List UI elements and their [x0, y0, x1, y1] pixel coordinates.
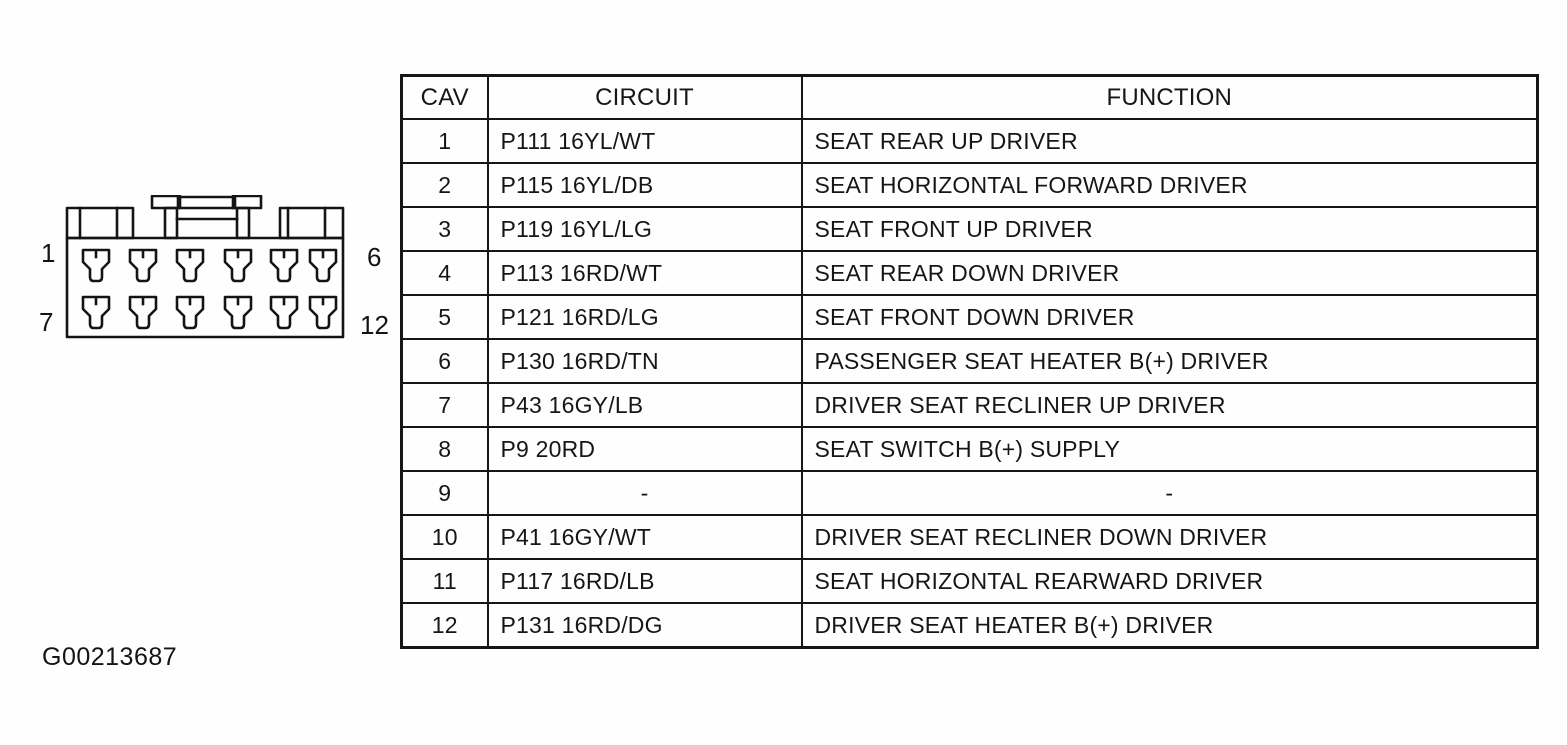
cell-circuit: P119 16YL/LG [488, 207, 802, 251]
cell-cav: 2 [402, 163, 488, 207]
cell-circuit: P43 16GY/LB [488, 383, 802, 427]
cell-circuit: P121 16RD/LG [488, 295, 802, 339]
cell-circuit: P111 16YL/WT [488, 119, 802, 163]
header-cav: CAV [402, 76, 488, 120]
cell-function: DRIVER SEAT RECLINER UP DRIVER [802, 383, 1538, 427]
table-row [402, 559, 1538, 603]
terminal-pin [271, 250, 297, 281]
table-row [402, 339, 1538, 383]
header-circuit: CIRCUIT [488, 76, 802, 120]
cell-cav: 11 [402, 559, 488, 603]
table-row [402, 295, 1538, 339]
terminal-pin [83, 250, 109, 281]
table-row [402, 515, 1538, 559]
cell-function: PASSENGER SEAT HEATER B(+) DRIVER [802, 339, 1538, 383]
figure-id-label: G00213687 [42, 643, 178, 671]
cell-function: SEAT FRONT DOWN DRIVER [802, 295, 1538, 339]
cell-function: SEAT SWITCH B(+) SUPPLY [802, 427, 1538, 471]
cell-function: SEAT HORIZONTAL REARWARD DRIVER [802, 559, 1538, 603]
terminal-pin [310, 250, 336, 281]
cell-cav: 12 [402, 603, 488, 648]
cell-function: DRIVER SEAT RECLINER DOWN DRIVER [802, 515, 1538, 559]
pin-number-top-left: 1 [41, 238, 56, 268]
table-row [402, 119, 1538, 163]
terminal-pin [225, 250, 251, 281]
terminal-pin [177, 250, 203, 281]
cell-cav: 9 [402, 471, 488, 515]
cell-circuit: P131 16RD/DG [488, 603, 802, 648]
header-function: FUNCTION [802, 76, 1538, 120]
pin-number-top-right: 6 [367, 242, 382, 272]
cell-circuit: P117 16RD/LB [488, 559, 802, 603]
cell-function: SEAT REAR UP DRIVER [802, 119, 1538, 163]
pinout-table-body [402, 119, 1538, 648]
cell-circuit: P9 20RD [488, 427, 802, 471]
pin-number-bottom-right: 12 [360, 310, 389, 340]
connector-diagram [30, 195, 395, 355]
cell-function: - [802, 471, 1538, 515]
terminal-pin [83, 297, 109, 328]
connector-left-tab [67, 208, 133, 238]
connector-latch [152, 196, 261, 238]
cell-circuit: P41 16GY/WT [488, 515, 802, 559]
cell-circuit: P113 16RD/WT [488, 251, 802, 295]
cell-cav: 8 [402, 427, 488, 471]
table-header-row [402, 76, 1538, 120]
terminal-pin [310, 297, 336, 328]
terminal-pin [130, 297, 156, 328]
table-row [402, 163, 1538, 207]
table-row [402, 207, 1538, 251]
connector-right-tab [280, 208, 343, 238]
pinout-table [400, 74, 1539, 649]
table-row [402, 427, 1538, 471]
table-row [402, 471, 1538, 515]
terminal-pin [225, 297, 251, 328]
cell-function: DRIVER SEAT HEATER B(+) DRIVER [802, 603, 1538, 648]
cell-cav: 5 [402, 295, 488, 339]
table-row [402, 383, 1538, 427]
cell-cav: 1 [402, 119, 488, 163]
cell-cav: 7 [402, 383, 488, 427]
terminal-pin [271, 297, 297, 328]
pin-number-bottom-left: 7 [39, 307, 54, 337]
table-row [402, 251, 1538, 295]
cell-circuit: - [488, 471, 802, 515]
table-row [402, 603, 1538, 648]
cell-function: SEAT FRONT UP DRIVER [802, 207, 1538, 251]
cell-function: SEAT HORIZONTAL FORWARD DRIVER [802, 163, 1538, 207]
cell-circuit: P130 16RD/TN [488, 339, 802, 383]
cell-circuit: P115 16YL/DB [488, 163, 802, 207]
cell-function: SEAT REAR DOWN DRIVER [802, 251, 1538, 295]
connector-pins [83, 250, 336, 328]
cell-cav: 6 [402, 339, 488, 383]
terminal-pin [130, 250, 156, 281]
cell-cav: 3 [402, 207, 488, 251]
cell-cav: 10 [402, 515, 488, 559]
terminal-pin [177, 297, 203, 328]
cell-cav: 4 [402, 251, 488, 295]
